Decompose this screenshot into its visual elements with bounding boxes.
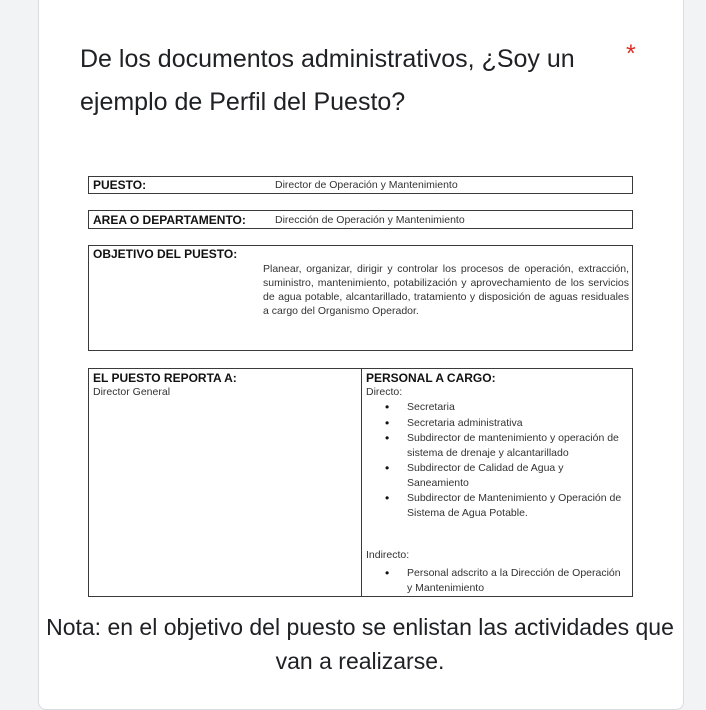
list-item: • Personal adscrito a la Dirección de Operación y Mantenimiento	[407, 566, 627, 595]
list-item: • Subdirector de Calidad de Agua y Saneamiento	[407, 461, 627, 490]
list-item: • Subdirector de mantenimiento y operación de sistema de drenaje y alcantarillado	[407, 431, 627, 460]
area-label: AREA O DEPARTAMENTO:	[93, 213, 246, 227]
directo-label: Directo:	[366, 386, 403, 398]
reporta-label: EL PUESTO REPORTA A:	[93, 371, 237, 385]
indirecto-label: Indirecto:	[366, 549, 410, 561]
note-text: Nota: en el objetivo del puesto se enlistan las actividades que van a realizarse.	[46, 614, 674, 674]
puesto-label: PUESTO:	[93, 178, 147, 192]
objetivo-label: OBJETIVO DEL PUESTO:	[93, 247, 238, 261]
objetivo-box	[88, 245, 633, 351]
personal-label: PERSONAL A CARGO:	[366, 371, 496, 385]
list-item: • Secretaria administrativa	[407, 416, 627, 431]
job-profile-image	[80, 160, 645, 605]
area-value: Dirección de Operación y Mantenimiento	[275, 214, 465, 226]
puesto-row	[88, 176, 633, 194]
question-title: De los documentos administrativos, ¿Soy un ejemplo de Perfil del Puesto?	[80, 45, 575, 116]
reporta-value: Director General	[93, 386, 171, 398]
area-row	[88, 210, 633, 229]
reporta-personal-box	[88, 368, 633, 597]
personal-column	[363, 369, 632, 596]
required-asterisk: *	[626, 40, 636, 68]
directo-list	[363, 400, 627, 521]
objetivo-text: Planear, organizar, dirigir y controlar los procesos de operación, extracción, suministro, mantenimiento, potabilización y aprovechamiento de los servicios de agua potable, alcantarillado, tratamiento y disposición de aguas residuales a cargo del Organismo Operador.	[263, 263, 629, 317]
list-item: • Secretaria	[407, 400, 627, 415]
puesto-value: Director de Operación y Mantenimiento	[275, 179, 458, 191]
indirecto-list	[363, 566, 627, 596]
list-item: • Subdirector de Mantenimiento y Operación de Sistema de Agua Potable.	[407, 491, 627, 520]
reporta-column	[89, 369, 362, 596]
